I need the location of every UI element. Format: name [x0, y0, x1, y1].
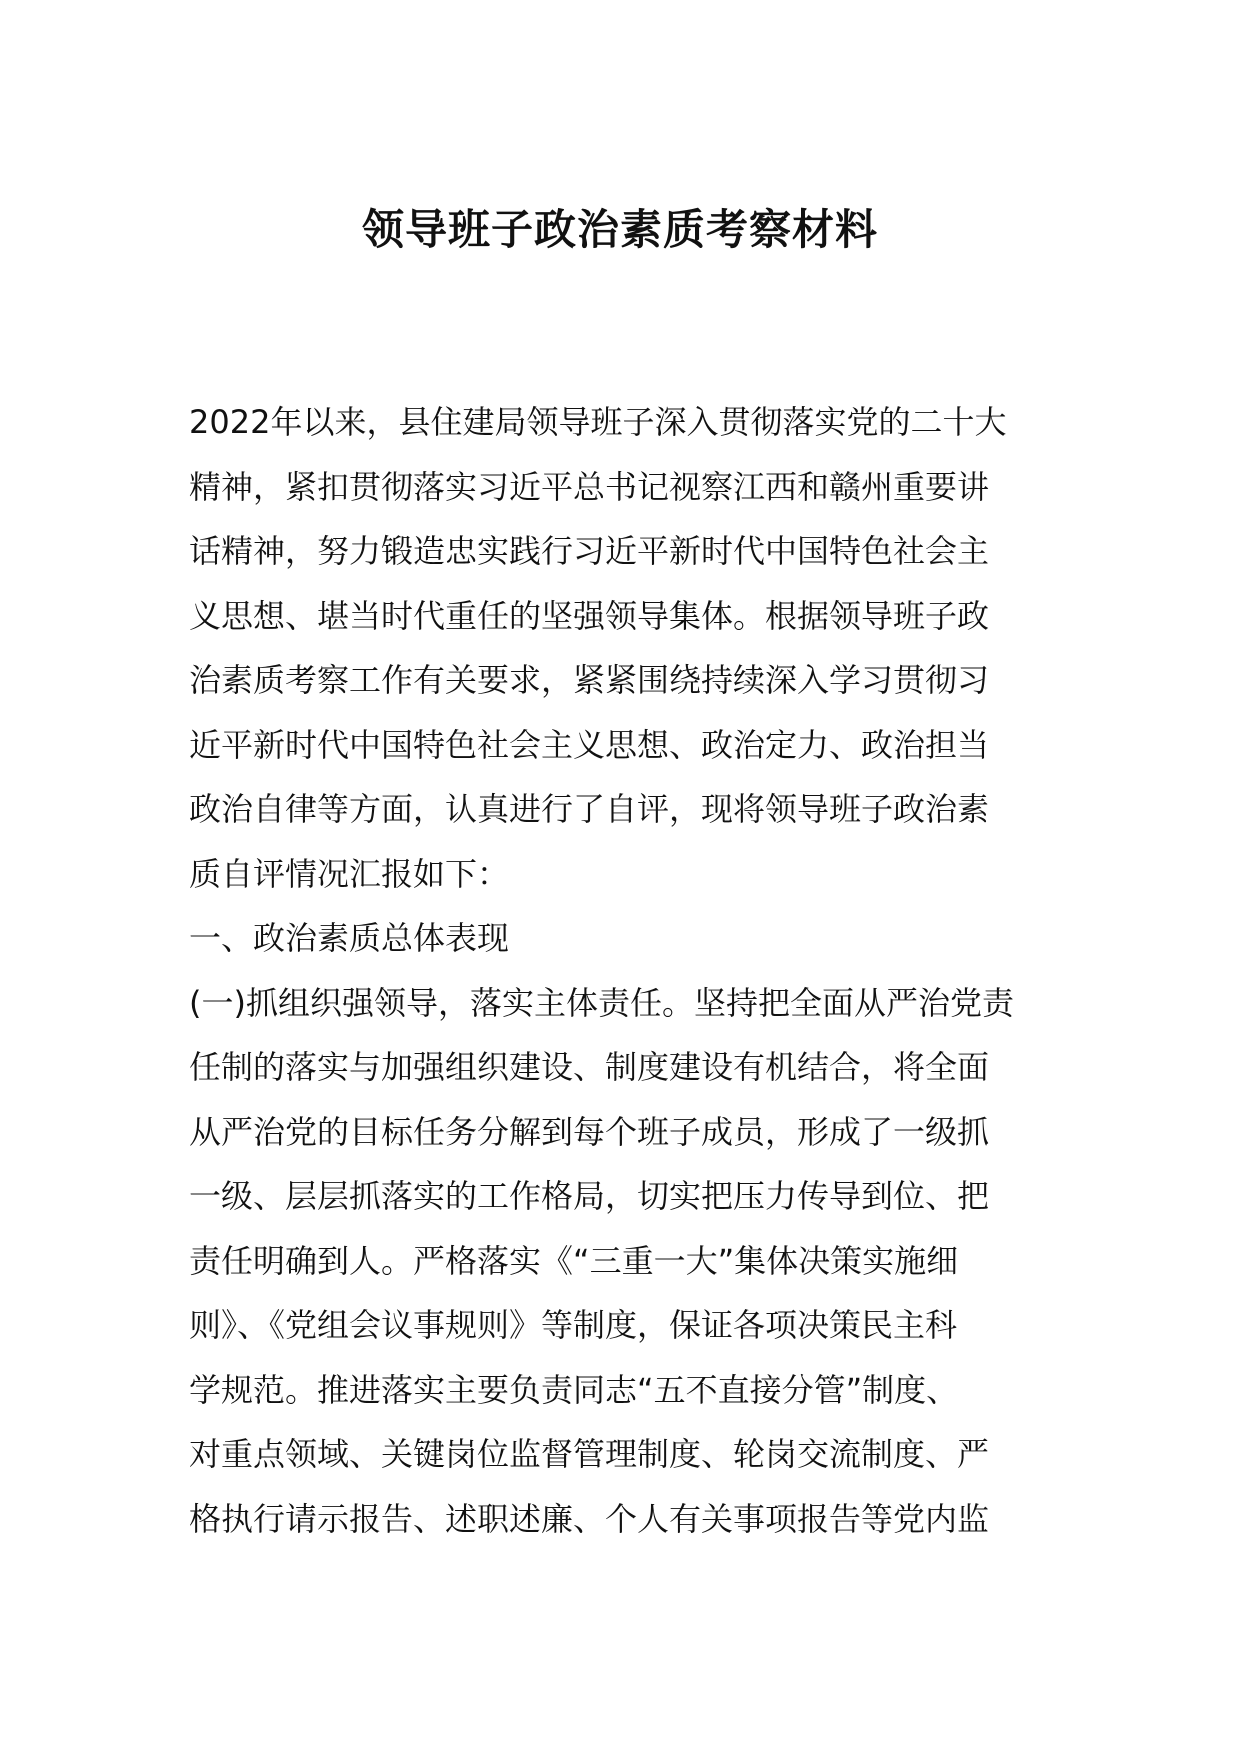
body-line: 治素质考察工作有关要求，紧紧围绕持续深入学习贯彻习	[189, 661, 990, 699]
body-line: 则》、《党组会议事规则》等制度，保证各项决策民主科	[189, 1306, 958, 1344]
body-line: 任制的落实与加强组织建设、制度建设有机结合，将全面	[189, 1048, 990, 1086]
body-line: 质自评情况汇报如下：	[189, 854, 510, 893]
body-line: (一)抓组织强领导，落实主体责任。坚持把全面从严治党责	[189, 983, 1014, 1022]
body-line: 责任明确到人。严格落实《“三重一大”集体决策实施细	[189, 1241, 959, 1280]
body-line: 一级、层层抓落实的工作格局，切实把压力传导到位、把	[189, 1177, 990, 1215]
document-body	[189, 390, 1049, 1551]
body-line: 政治自律等方面，认真进行了自评，现将领导班子政治素	[189, 790, 990, 828]
body-line: 格执行请示报告、述职述廉、个人有关事项报告等党内监	[189, 1499, 990, 1538]
document-title: 领导班子政治素质考察材料	[361, 205, 878, 254]
body-line: 从严治党的目标任务分解到每个班子成员，形成了一级抓	[189, 1112, 990, 1151]
body-line: 2022年以来，县住建局领导班子深入贯彻落实党的二十大	[189, 403, 1007, 441]
body-line: 近平新时代中国特色社会主义思想、政治定力、政治担当	[189, 725, 990, 764]
body-line: 话精神，努力锻造忠实践行习近平新时代中国特色社会主	[189, 532, 990, 570]
body-line: 学规范。推进落实主要负责同志“五不直接分管”制度、	[189, 1370, 959, 1409]
body-line: 精神，紧扣贯彻落实习近平总书记视察江西和赣州重要讲	[189, 467, 990, 506]
body-line: 对重点领域、关键岗位监督管理制度、轮岗交流制度、严	[189, 1435, 990, 1473]
section-heading: 一、政治素质总体表现	[189, 919, 510, 957]
body-line: 义思想、堪当时代重任的坚强领导集体。根据领导班子政	[189, 596, 990, 635]
